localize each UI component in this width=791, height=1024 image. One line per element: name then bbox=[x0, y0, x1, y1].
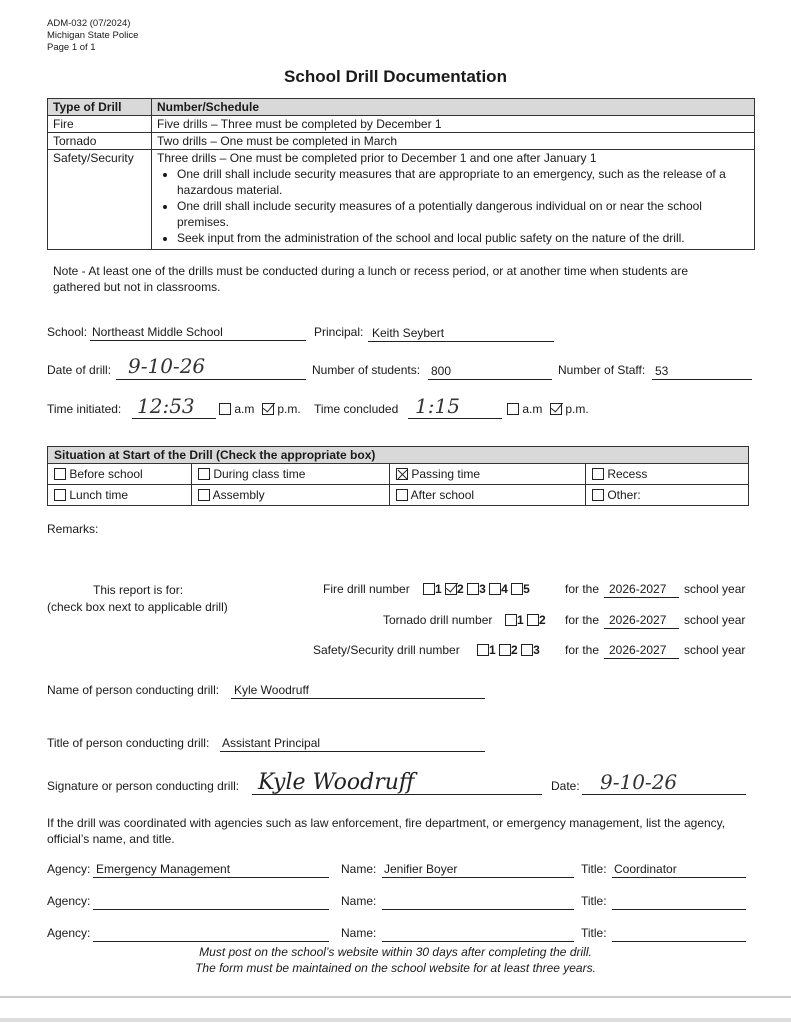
note-text: Note - At least one of the drills must be conducted during a lunch or recess period, or at another time when students are gathered but not in classrooms. bbox=[53, 264, 689, 294]
drill-type: Fire bbox=[48, 116, 152, 133]
table-row bbox=[48, 116, 755, 133]
principal-value: Keith Seybert bbox=[372, 326, 445, 340]
remarks-label: Remarks: bbox=[47, 522, 99, 536]
time-concluded-value: 1:15 bbox=[415, 394, 460, 418]
drill-schedule-table bbox=[47, 98, 755, 250]
conductor-name-value: Kyle Woodruff bbox=[234, 683, 309, 697]
page-title: School Drill Documentation bbox=[284, 67, 507, 86]
name-label: Name: bbox=[341, 894, 377, 908]
checkbox[interactable] bbox=[54, 489, 66, 501]
agency-name-value: Jenifier Boyer bbox=[384, 862, 458, 876]
situation-instruction: (Check the appropriate box) bbox=[216, 448, 376, 462]
scan-edge bbox=[0, 996, 791, 998]
agency-name-field[interactable] bbox=[382, 926, 574, 942]
students-label: Number of students: bbox=[312, 363, 421, 377]
staff-label: Number of Staff: bbox=[558, 363, 646, 377]
time-initiated-value: 12:53 bbox=[137, 394, 195, 418]
safety-drill-2-checkbox[interactable] bbox=[499, 644, 511, 656]
for-the-label: for the bbox=[565, 613, 600, 627]
drill-schedule-cell bbox=[152, 150, 755, 250]
agency-title-field[interactable] bbox=[612, 926, 746, 942]
option-label: During class time bbox=[213, 467, 306, 481]
drill-type: Tornado bbox=[48, 133, 152, 150]
agency-name: Michigan State Police bbox=[47, 30, 139, 41]
situation-table bbox=[47, 446, 749, 506]
conductor-name-label: Name of person conducting drill: bbox=[47, 683, 220, 697]
tornado-drill-1-checkbox[interactable] bbox=[505, 614, 517, 626]
safety-requirements-list bbox=[177, 166, 749, 246]
column-header-schedule: Number/Schedule bbox=[152, 99, 755, 116]
fire-drill-1-checkbox[interactable] bbox=[423, 583, 435, 595]
footer-line: The form must be maintained on the school website for at least three years. bbox=[195, 961, 596, 975]
date-label: Date of drill: bbox=[47, 363, 112, 377]
fire-drill-2-checkbox[interactable] bbox=[445, 583, 457, 595]
scan-edge bbox=[0, 1018, 791, 1022]
column-header-type: Type of Drill bbox=[48, 99, 152, 116]
safety-drill-checkboxes bbox=[477, 643, 540, 657]
drill-type: Safety/Security bbox=[48, 150, 152, 250]
safety-drill-label: Safety/Security drill number bbox=[313, 643, 460, 657]
checkbox[interactable] bbox=[198, 489, 210, 501]
school-label: School: bbox=[47, 325, 88, 339]
am-option[interactable] bbox=[219, 402, 254, 416]
agency-label: Agency: bbox=[47, 862, 91, 876]
situation-option[interactable] bbox=[390, 464, 586, 485]
option-label: Other: bbox=[607, 488, 641, 502]
list-item: • Seek input from the administration of the school and local public safety on the nature of the drill. bbox=[177, 230, 749, 246]
safety-drill-3-checkbox[interactable] bbox=[521, 644, 533, 656]
agency-value: Emergency Management bbox=[96, 862, 231, 876]
situation-option[interactable] bbox=[586, 485, 749, 506]
fire-drill-label: Fire drill number bbox=[323, 582, 410, 596]
am-checkbox[interactable] bbox=[219, 403, 231, 415]
name-label: Name: bbox=[341, 926, 377, 940]
signature-date-label: Date: bbox=[551, 779, 580, 793]
footer-notice bbox=[0, 944, 791, 976]
time-initiated-label: Time initiated: bbox=[47, 402, 122, 416]
form-header bbox=[47, 18, 138, 54]
checkbox[interactable] bbox=[396, 489, 408, 501]
name-label: Name: bbox=[341, 862, 377, 876]
for-the-label: for the bbox=[565, 582, 600, 596]
checkbox-number: 3 bbox=[479, 582, 486, 596]
report-for-label: This report is for: bbox=[93, 583, 184, 597]
drill-schedule: Three drills – One must be completed prior to December 1 and one after January 1 bbox=[157, 151, 597, 165]
form-id: ADM-032 (07/2024) bbox=[47, 18, 131, 29]
agency-title-field[interactable] bbox=[612, 894, 746, 910]
report-check-instruction: (check box next to applicable drill) bbox=[47, 600, 228, 614]
conductor-title-value: Assistant Principal bbox=[222, 736, 321, 750]
signature-label: Signature or person conducting drill: bbox=[47, 779, 240, 793]
drill-schedule: Two drills – One must be completed in March bbox=[152, 133, 755, 150]
checkbox-number: 2 bbox=[511, 643, 518, 657]
pm-option[interactable] bbox=[262, 402, 301, 416]
school-value: Northeast Middle School bbox=[92, 325, 223, 339]
checkbox-number: 4 bbox=[501, 582, 508, 596]
tornado-drill-2-checkbox[interactable] bbox=[527, 614, 539, 626]
agency-field[interactable] bbox=[93, 926, 329, 942]
option-label: After school bbox=[410, 488, 475, 502]
fire-drill-checkboxes bbox=[423, 582, 530, 596]
list-item: • One drill shall include security measures that are appropriate to an emergency, such as the release of a hazardous material. bbox=[177, 166, 749, 198]
am-label: a.m bbox=[234, 402, 255, 416]
title-label: Title: bbox=[581, 862, 607, 876]
fire-drill-4-checkbox[interactable] bbox=[489, 583, 501, 595]
table-row bbox=[48, 133, 755, 150]
option-label: Passing time bbox=[411, 467, 481, 481]
checkbox-number: 5 bbox=[523, 582, 530, 596]
situation-title: Situation at Start of the Drill bbox=[54, 448, 213, 462]
checkbox-number: 2 bbox=[539, 613, 546, 627]
situation-option[interactable] bbox=[192, 464, 390, 485]
tornado-year-value: 2026-2027 bbox=[609, 613, 667, 627]
situation-option[interactable] bbox=[48, 464, 192, 485]
am-option[interactable] bbox=[507, 402, 542, 416]
school-year-label: school year bbox=[684, 643, 746, 657]
situation-option[interactable] bbox=[192, 485, 390, 506]
checkbox-number: 1 bbox=[489, 643, 496, 657]
pm-checkbox[interactable] bbox=[550, 403, 562, 415]
situation-option[interactable] bbox=[390, 485, 586, 506]
situation-header bbox=[48, 447, 749, 464]
signature-date-value: 9-10-26 bbox=[600, 770, 678, 794]
date-value: 9-10-26 bbox=[128, 354, 206, 378]
agency-name-field[interactable] bbox=[382, 894, 574, 910]
signature-value: Kyle Woodruff bbox=[258, 770, 415, 795]
principal-label: Principal: bbox=[314, 325, 364, 339]
for-the-label: for the bbox=[565, 643, 600, 657]
conductor-title-label: Title of person conducting drill: bbox=[47, 736, 210, 750]
checkbox[interactable] bbox=[198, 468, 210, 480]
checkbox-number: 1 bbox=[517, 613, 524, 627]
option-label: Assembly bbox=[212, 488, 265, 502]
school-year-label: school year bbox=[684, 582, 746, 596]
agency-label: Agency: bbox=[47, 894, 91, 908]
safety-drill-1-checkbox[interactable] bbox=[477, 644, 489, 656]
option-label: Recess bbox=[607, 467, 648, 481]
situation-option[interactable] bbox=[48, 485, 192, 506]
pm-checkbox[interactable] bbox=[262, 403, 274, 415]
agency-field[interactable] bbox=[93, 894, 329, 910]
fire-drill-3-checkbox[interactable] bbox=[467, 583, 479, 595]
checkbox[interactable] bbox=[396, 468, 408, 480]
title-label: Title: bbox=[581, 926, 607, 940]
school-year-label: school year bbox=[684, 613, 746, 627]
option-label: Before school bbox=[69, 467, 143, 481]
coordination-text: If the drill was coordinated with agencies such as law enforcement, fire department, or emergency management, list the agency, official’s name, and title. bbox=[47, 816, 726, 846]
drill-schedule: Five drills – Three must be completed by December 1 bbox=[152, 116, 755, 133]
pm-label: p.m. bbox=[565, 402, 589, 416]
tornado-drill-checkboxes bbox=[505, 613, 546, 627]
agency-label: Agency: bbox=[47, 926, 91, 940]
checkbox[interactable] bbox=[592, 468, 604, 480]
tornado-drill-label: Tornado drill number bbox=[383, 613, 493, 627]
am-checkbox[interactable] bbox=[507, 403, 519, 415]
fire-year-value: 2026-2027 bbox=[609, 582, 667, 596]
checkbox-number: 1 bbox=[435, 582, 442, 596]
table-row bbox=[48, 150, 755, 250]
page-number: Page 1 of 1 bbox=[47, 42, 96, 53]
students-value: 800 bbox=[431, 364, 452, 378]
pm-option[interactable] bbox=[550, 402, 589, 416]
staff-value: 53 bbox=[655, 364, 669, 378]
time-concluded-label: Time concluded bbox=[314, 402, 399, 416]
checkbox[interactable] bbox=[592, 489, 604, 501]
checkbox-number: 2 bbox=[457, 582, 464, 596]
title-label: Title: bbox=[581, 894, 607, 908]
checkbox[interactable] bbox=[54, 468, 66, 480]
footer-line: Must post on the school’s website within 30 days after completing the drill. bbox=[199, 945, 592, 959]
fire-drill-5-checkbox[interactable] bbox=[511, 583, 523, 595]
safety-year-value: 2026-2027 bbox=[609, 643, 667, 657]
option-label: Lunch time bbox=[69, 488, 129, 502]
situation-option[interactable] bbox=[586, 464, 749, 485]
checkbox-number: 3 bbox=[533, 643, 540, 657]
agency-title-value: Coordinator bbox=[614, 862, 677, 876]
list-item: • One drill shall include security measures of a potentially dangerous individual on or near the school premises. bbox=[177, 198, 749, 230]
pm-label: p.m. bbox=[277, 402, 301, 416]
am-label: a.m bbox=[522, 402, 543, 416]
